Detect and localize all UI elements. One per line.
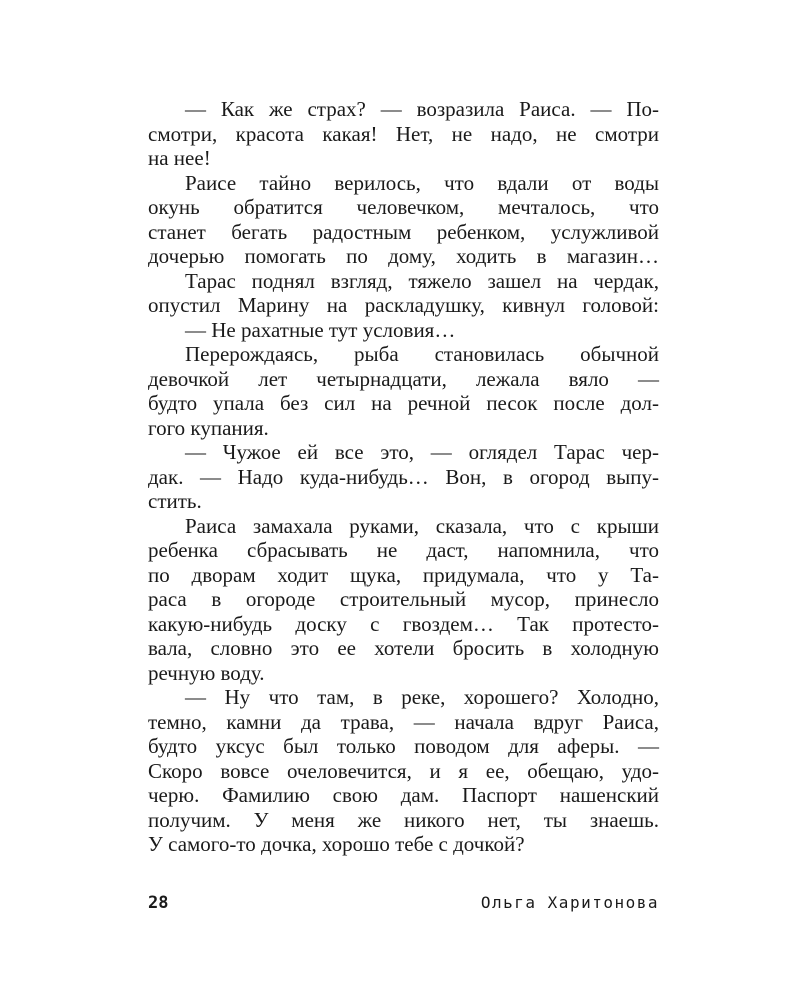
text-line: Тарас поднял взгляд, тяжело зашел на чердак, bbox=[185, 268, 659, 293]
text-line: получим. У меня же никого нет, ты знаешь. bbox=[148, 807, 659, 832]
text-line: на нее! bbox=[148, 146, 211, 170]
text-line: — Чужое ей все это, — оглядел Тарас чер- bbox=[185, 440, 659, 464]
text-line: раса в огороде строительный мусор, принесло bbox=[148, 587, 659, 611]
text-line: Скоро вовсе очеловечится, и я ее, обещаю, удо- bbox=[148, 758, 659, 783]
text-line: У самого-то дочка, хорошо тебе с дочкой? bbox=[148, 832, 525, 856]
text-line: Раисе тайно верилось, что вдали от воды bbox=[185, 170, 659, 195]
text-line: опустил Марину на раскладушку, кивнул головой: bbox=[148, 293, 659, 317]
text-line: стить. bbox=[148, 489, 202, 513]
text-line: девочкой лет четырнадцати, лежала вяло — bbox=[148, 366, 659, 391]
body-text bbox=[148, 97, 659, 857]
text-line: — Как же страх? — возразила Раиса. — По- bbox=[185, 97, 659, 121]
text-line: какую-нибудь доску с гвоздем… Так протесто- bbox=[148, 611, 659, 636]
text-line: ребенка сбрасывать не даст, напомнила, что bbox=[148, 538, 659, 562]
page-number: 28 bbox=[148, 893, 169, 913]
text-line: гого купания. bbox=[148, 415, 269, 440]
text-line: станет бегать радостным ребенком, услужливой bbox=[148, 219, 659, 244]
text-line: — Ну что там, в реке, хорошего? Холодно, bbox=[185, 685, 659, 709]
text-line: вала, словно это ее хотели бросить в холодную bbox=[148, 636, 659, 660]
text-line: темно, камни да трава, — начала вдруг Раиса, bbox=[148, 709, 659, 734]
page-footer bbox=[148, 893, 659, 917]
text-line: черю. Фамилию свою дам. Паспорт нашенский bbox=[148, 783, 659, 807]
text-line: дочерью помогать по дому, ходить в магазин… bbox=[148, 244, 659, 268]
text-line: — Не рахатные тут условия… bbox=[185, 317, 456, 342]
text-line: будто упала без сил на речной песок после дол- bbox=[148, 391, 659, 415]
text-line: по дворам ходит щука, придумала, что у Та- bbox=[148, 562, 659, 587]
text-line: Раиса замахала руками, сказала, что с крыши bbox=[185, 513, 659, 538]
text-line: Перерождаясь, рыба становилась обычной bbox=[185, 342, 659, 366]
text-line: будто уксус был только поводом для аферы. — bbox=[148, 734, 659, 758]
text-line: окунь обратится человечком, мечталось, что bbox=[148, 195, 659, 219]
text-line: дак. — Надо куда-нибудь… Вон, в огород выпу- bbox=[148, 464, 659, 489]
text-line: смотри, красота какая! Нет, не надо, не смотри bbox=[148, 121, 659, 146]
text-line: речную воду. bbox=[148, 660, 265, 685]
running-footer-author: Ольга Харитонова bbox=[480, 893, 659, 912]
